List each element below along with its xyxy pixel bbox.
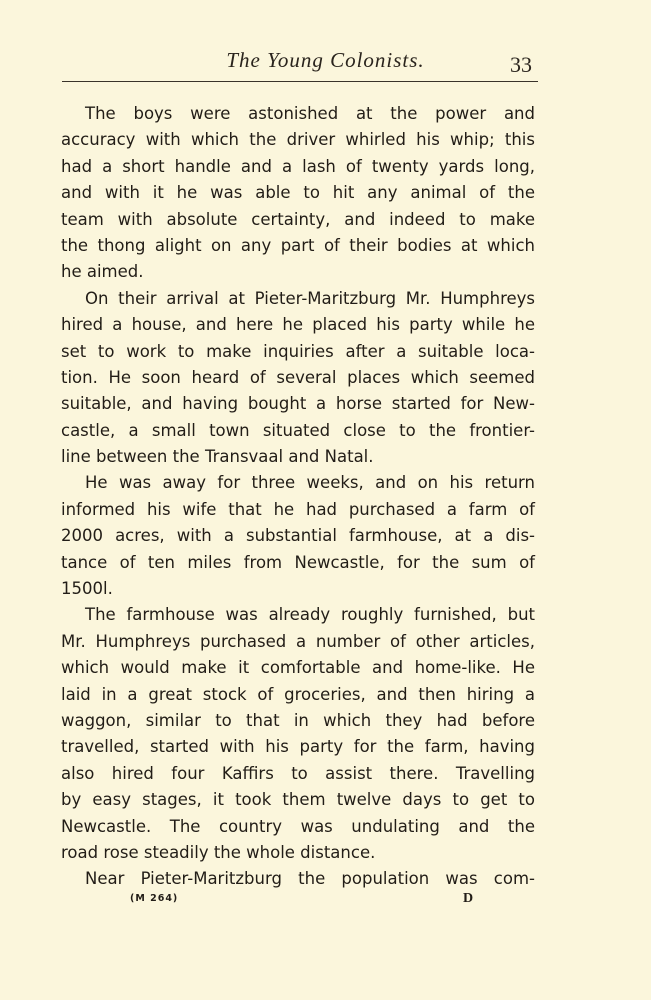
text-line: tion. He soon heard of several places which seemed	[61, 367, 535, 387]
text-line: suitable, and having bought a horse started for New-	[61, 394, 535, 414]
text-line: castle, a small town situated close to the frontier-	[61, 420, 535, 440]
text-line: line between the Transvaal and Natal.	[61, 447, 374, 467]
text-line: which would make it comfortable and home-like. He	[61, 658, 535, 678]
text-line: 1500l.	[61, 579, 113, 599]
signature-mark: (M 264)	[130, 893, 179, 904]
header-rule	[62, 81, 538, 82]
text-line: Newcastle. The country was undulating and the	[61, 816, 535, 836]
text-line: had a short handle and a lash of twenty yards long,	[61, 156, 535, 176]
text-line: Near Pieter-Maritzburg the population was com-	[85, 869, 535, 889]
text-line: The farmhouse was already roughly furnished, but	[85, 605, 535, 625]
text-line: accuracy with which the driver whirled his whip; this	[61, 130, 535, 150]
text-line: waggon, similar to that in which they had before	[61, 710, 535, 730]
page-number: 33	[510, 52, 532, 77]
body-text	[61, 101, 535, 893]
text-line: set to work to make inquiries after a suitable loca-	[61, 341, 535, 361]
text-line: by easy stages, it took them twelve days to get to	[61, 790, 535, 810]
text-line: he aimed.	[61, 262, 144, 282]
text-line: tance of ten miles from Newcastle, for the sum of	[61, 552, 535, 572]
text-line: Mr. Humphreys purchased a number of other articles,	[61, 631, 535, 651]
text-line: also hired four Kaffirs to assist there. Travelling	[61, 763, 535, 783]
text-line: The boys were astonished at the power and	[85, 104, 535, 123]
text-line: the thong alight on any part of their bodies at which	[61, 235, 535, 255]
text-line: informed his wife that he had purchased a farm of	[61, 499, 535, 519]
text-line: team with absolute certainty, and indeed to make	[61, 209, 535, 229]
text-line: and with it he was able to hit any animal of the	[61, 183, 535, 203]
text-line: laid in a great stock of groceries, and then hiring a	[61, 684, 535, 704]
text-line: He was away for three weeks, and on his return	[85, 473, 535, 493]
running-title: The Young Colonists.	[226, 48, 425, 72]
text-line: road rose steadily the whole distance.	[61, 842, 376, 862]
text-line: On their arrival at Pieter-Maritzburg Mr. Humphreys	[85, 288, 535, 308]
signature-letter: D	[463, 891, 474, 906]
text-line: 2000 acres, with a substantial farmhouse, at a dis-	[61, 526, 535, 546]
text-line: travelled, started with his party for the farm, having	[61, 737, 535, 757]
text-line: hired a house, and here he placed his party while he	[61, 315, 535, 335]
